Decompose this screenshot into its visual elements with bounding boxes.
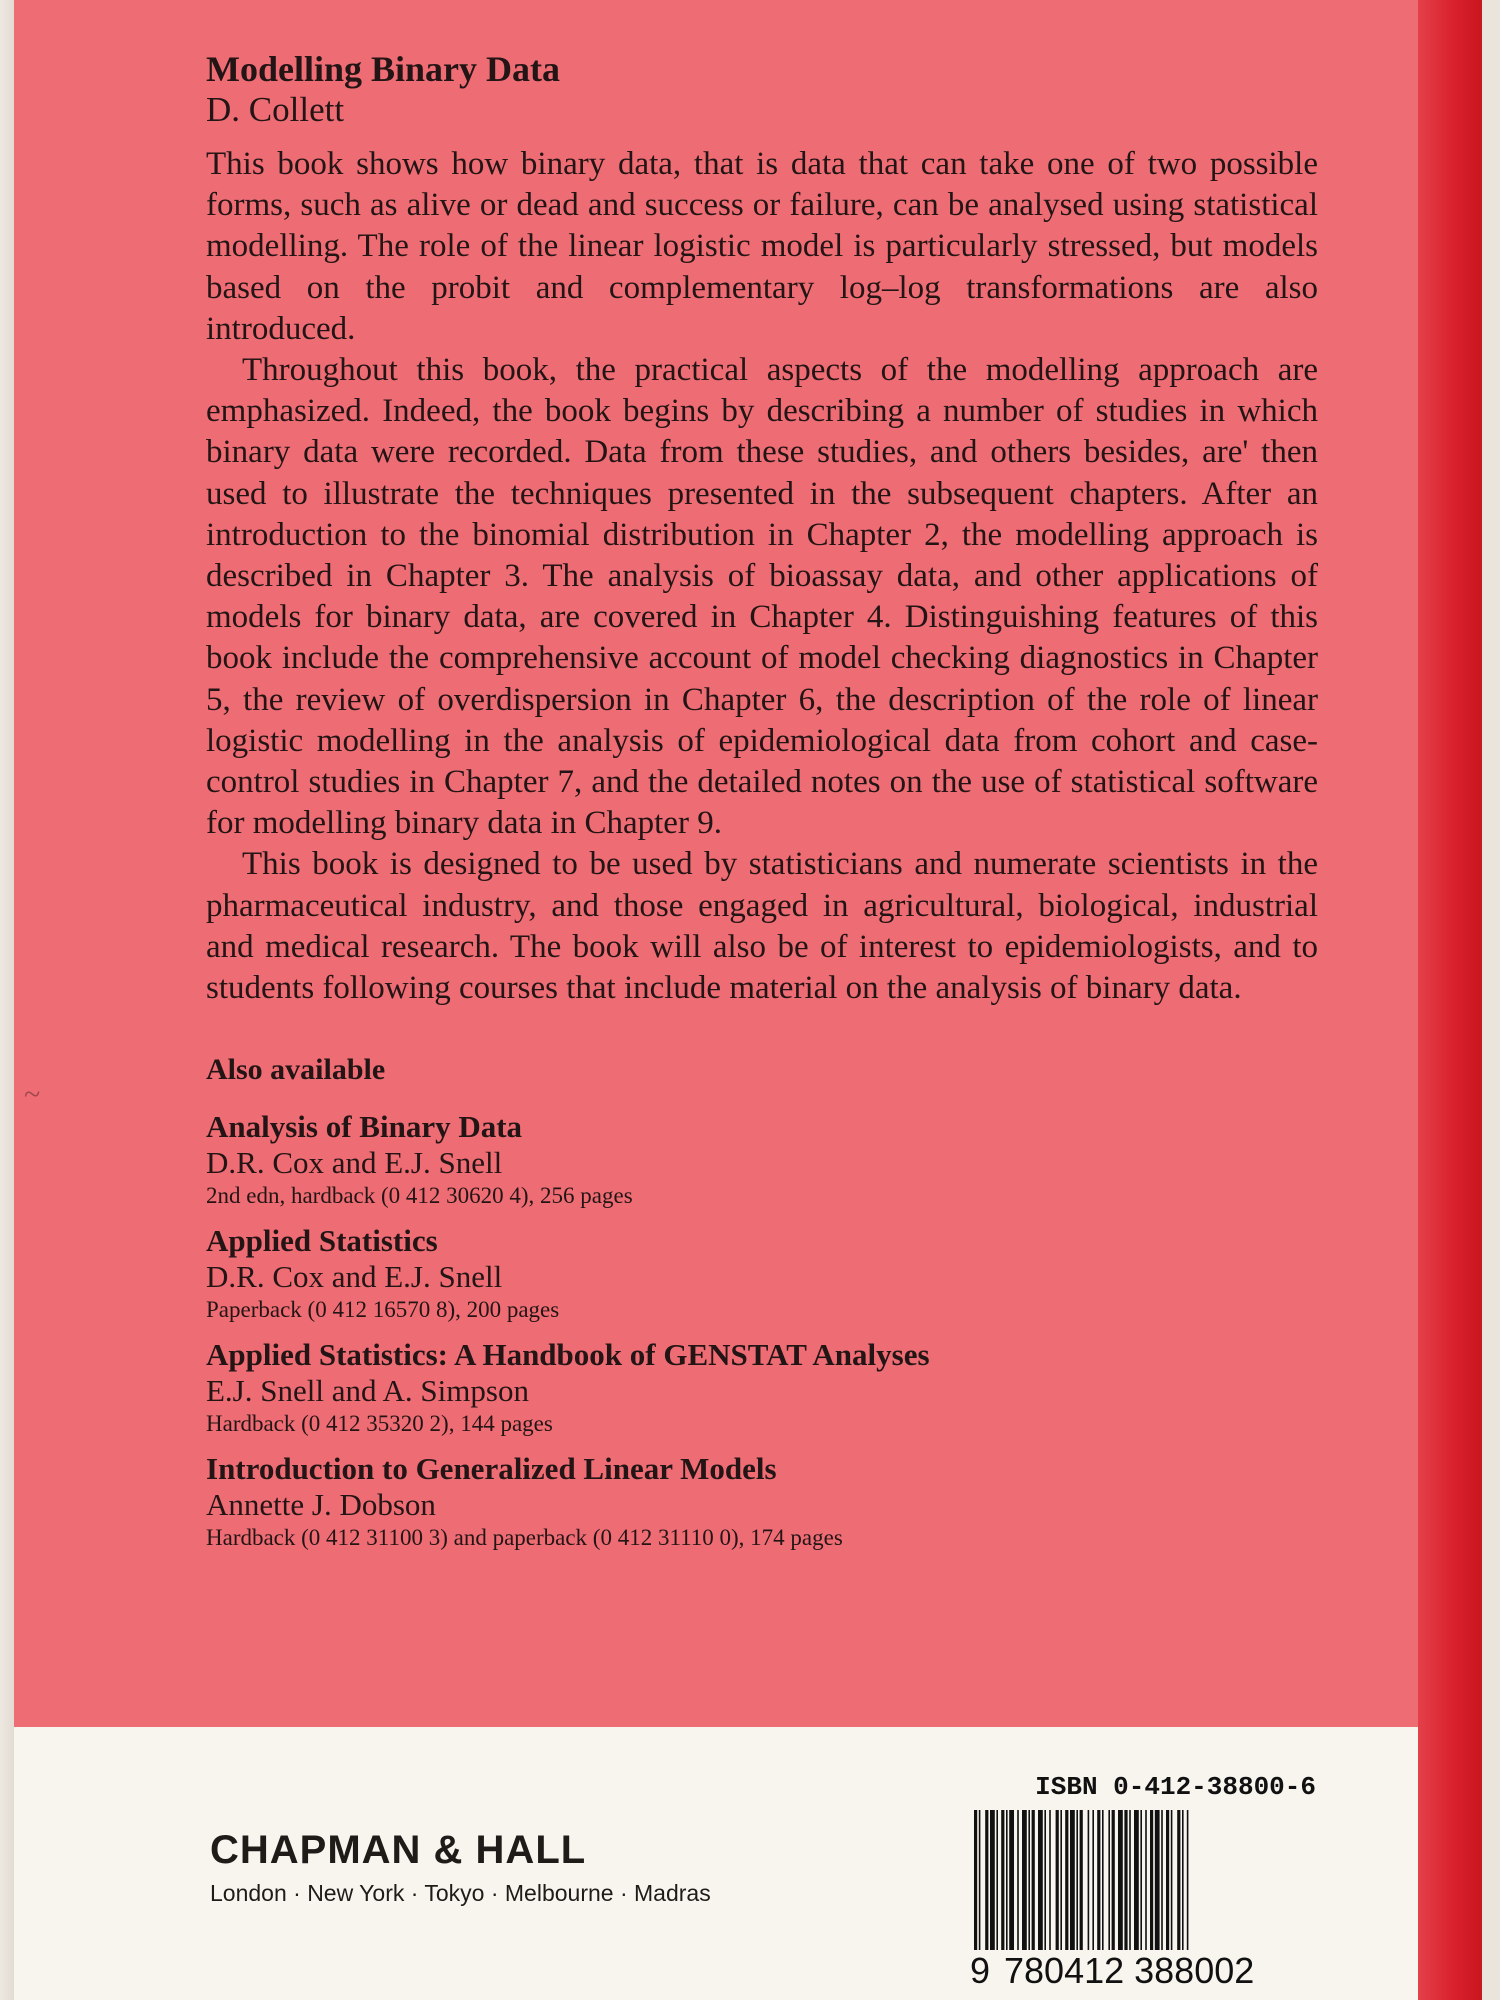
barcode-bar [1171, 1810, 1173, 1950]
blurb-paragraph: Throughout this book, the practical aspects of the modelling approach are emphasized. Indeed, the book begins by describing a number of studies in which binary data were recorded. Data from these studies, and others besides, are' then used to illustrate the techniques presented in the subsequent chapters. After an introduction to the binomial distribution in Chapter 2, the modelling approach is described in Chapter 3. The analysis of bioassay data, and other applications of models for binary data, are covered in Chapter 4. Distinguishing features of this book include the comprehensive account of model checking diagnostics in Chapter 5, the review of overdispersion in Chapter 6, the description of the role of linear logistic modelling in the analysis of epidemiological data from cohort and case-control studies in Chapter 7, and the detailed notes on the use of statistical software for modelling binary data in Chapter 9. [206, 352, 1318, 842]
barcode-bar [1044, 1810, 1046, 1950]
barcode-bar [1070, 1810, 1075, 1950]
barcode-bar [996, 1810, 998, 1950]
barcode-bar [1161, 1810, 1163, 1950]
barcode-bar [1038, 1810, 1043, 1950]
cover-text [206, 48, 1318, 1565]
barcode-bar [1022, 1810, 1027, 1950]
barcode-bar [974, 1810, 977, 1950]
barcode-bar [1155, 1810, 1160, 1950]
related-book-authors: D.R. Cox and E.J. Snell [206, 1145, 503, 1181]
barcode-bar [990, 1810, 995, 1950]
related-book-authors: Annette J. Dobson [206, 1487, 436, 1523]
related-book-title: Applied Statistics: A Handbook of GENSTAT Analyses [206, 1337, 930, 1373]
barcode-bar [1049, 1810, 1051, 1950]
barcode-bar [1097, 1810, 1100, 1950]
related-book-details: Paperback (0 412 16570 8), 200 pages [206, 1297, 560, 1323]
barcode-bar [1092, 1810, 1094, 1950]
pencil-mark-icon: ~ [24, 1078, 41, 1111]
list-item [206, 1337, 1318, 1439]
related-book-details: Hardback (0 412 31100 3) and paperback (0 412 31110 0), 174 pages [206, 1525, 843, 1551]
barcode-bar [1009, 1810, 1014, 1950]
barcode-bar [979, 1810, 981, 1950]
barcode-digits: 780412 388002 [1004, 1950, 1255, 1991]
barcode-bar [1129, 1810, 1131, 1950]
publisher-name: CHAPMAN & HALL [210, 1828, 587, 1872]
related-book-title: Introduction to Generalized Linear Models [206, 1451, 777, 1487]
barcode-bar [1088, 1810, 1090, 1950]
barcode-bar [1006, 1810, 1008, 1950]
list-item [206, 1109, 1318, 1211]
barcode-bar [1140, 1810, 1142, 1950]
related-book-title: Analysis of Binary Data [206, 1109, 523, 1145]
barcode-bar [1076, 1810, 1078, 1950]
related-book-details: Hardback (0 412 35320 2), 144 pages [206, 1411, 553, 1437]
also-available-heading: Also available [206, 1053, 386, 1087]
barcode-bar [1182, 1810, 1184, 1950]
right-page-edge [1482, 0, 1500, 2000]
related-book-authors: E.J. Snell and A. Simpson [206, 1373, 529, 1409]
barcode-bar [1028, 1810, 1030, 1950]
book-spine [1418, 0, 1482, 2000]
barcode-icon [970, 1810, 1320, 1950]
barcode-number [970, 1950, 1320, 1992]
blurb [206, 144, 1318, 1009]
barcode-bar [1118, 1810, 1123, 1950]
list-item [206, 1451, 1318, 1553]
barcode-bar [1065, 1810, 1068, 1950]
barcode-bar [1001, 1810, 1004, 1950]
list-item [206, 1223, 1318, 1325]
barcode-bar [1150, 1810, 1153, 1950]
barcode-bar [1177, 1810, 1180, 1950]
barcode-bar [1145, 1810, 1147, 1950]
barcode-bar [985, 1810, 988, 1950]
barcode-bar [1108, 1810, 1110, 1950]
blurb-paragraph: This book shows how binary data, that is data that can take one of two possible forms, such as alive or dead and success or failure, can be analysed using statistical modelling. The role of the linear logistic model is particularly stressed, but models based on the probit and complementary log–log transformations are also introduced. [206, 146, 1318, 347]
book-author: D. Collett [206, 90, 345, 129]
related-book-authors: D.R. Cox and E.J. Snell [206, 1259, 503, 1295]
barcode-bar [1134, 1810, 1139, 1950]
barcode-bar [1060, 1810, 1062, 1950]
barcode-bar [1124, 1810, 1127, 1950]
related-book-title: Applied Statistics [206, 1223, 438, 1259]
book-title: Modelling Binary Data [206, 49, 561, 89]
related-book-details: 2nd edn, hardback (0 412 30620 4), 256 pages [206, 1183, 633, 1209]
barcode-bar [1080, 1810, 1083, 1950]
publisher-cities: London · New York · Tokyo · Melbourne · Madras [210, 1880, 711, 1906]
barcode-bar [1056, 1810, 1059, 1950]
barcode-bar [1102, 1810, 1104, 1950]
isbn-label: ISBN 0-412-38800-6 [1035, 1772, 1316, 1802]
barcode-bar [1166, 1810, 1169, 1950]
barcode-bar [1032, 1810, 1035, 1950]
barcode-lead-digit: 9 [970, 1950, 991, 1991]
blurb-paragraph: This book is designed to be used by statisticians and numerate scientists in the pharmaceutical industry, and those engaged in agricultural, biological, industrial and medical research. The book will also be of interest to epidemiologists, and to students following courses that include material on the analysis of binary data. [206, 846, 1318, 1007]
barcode-bar [1187, 1810, 1189, 1950]
barcode-bar [1017, 1810, 1019, 1950]
barcode-bar [1112, 1810, 1115, 1950]
